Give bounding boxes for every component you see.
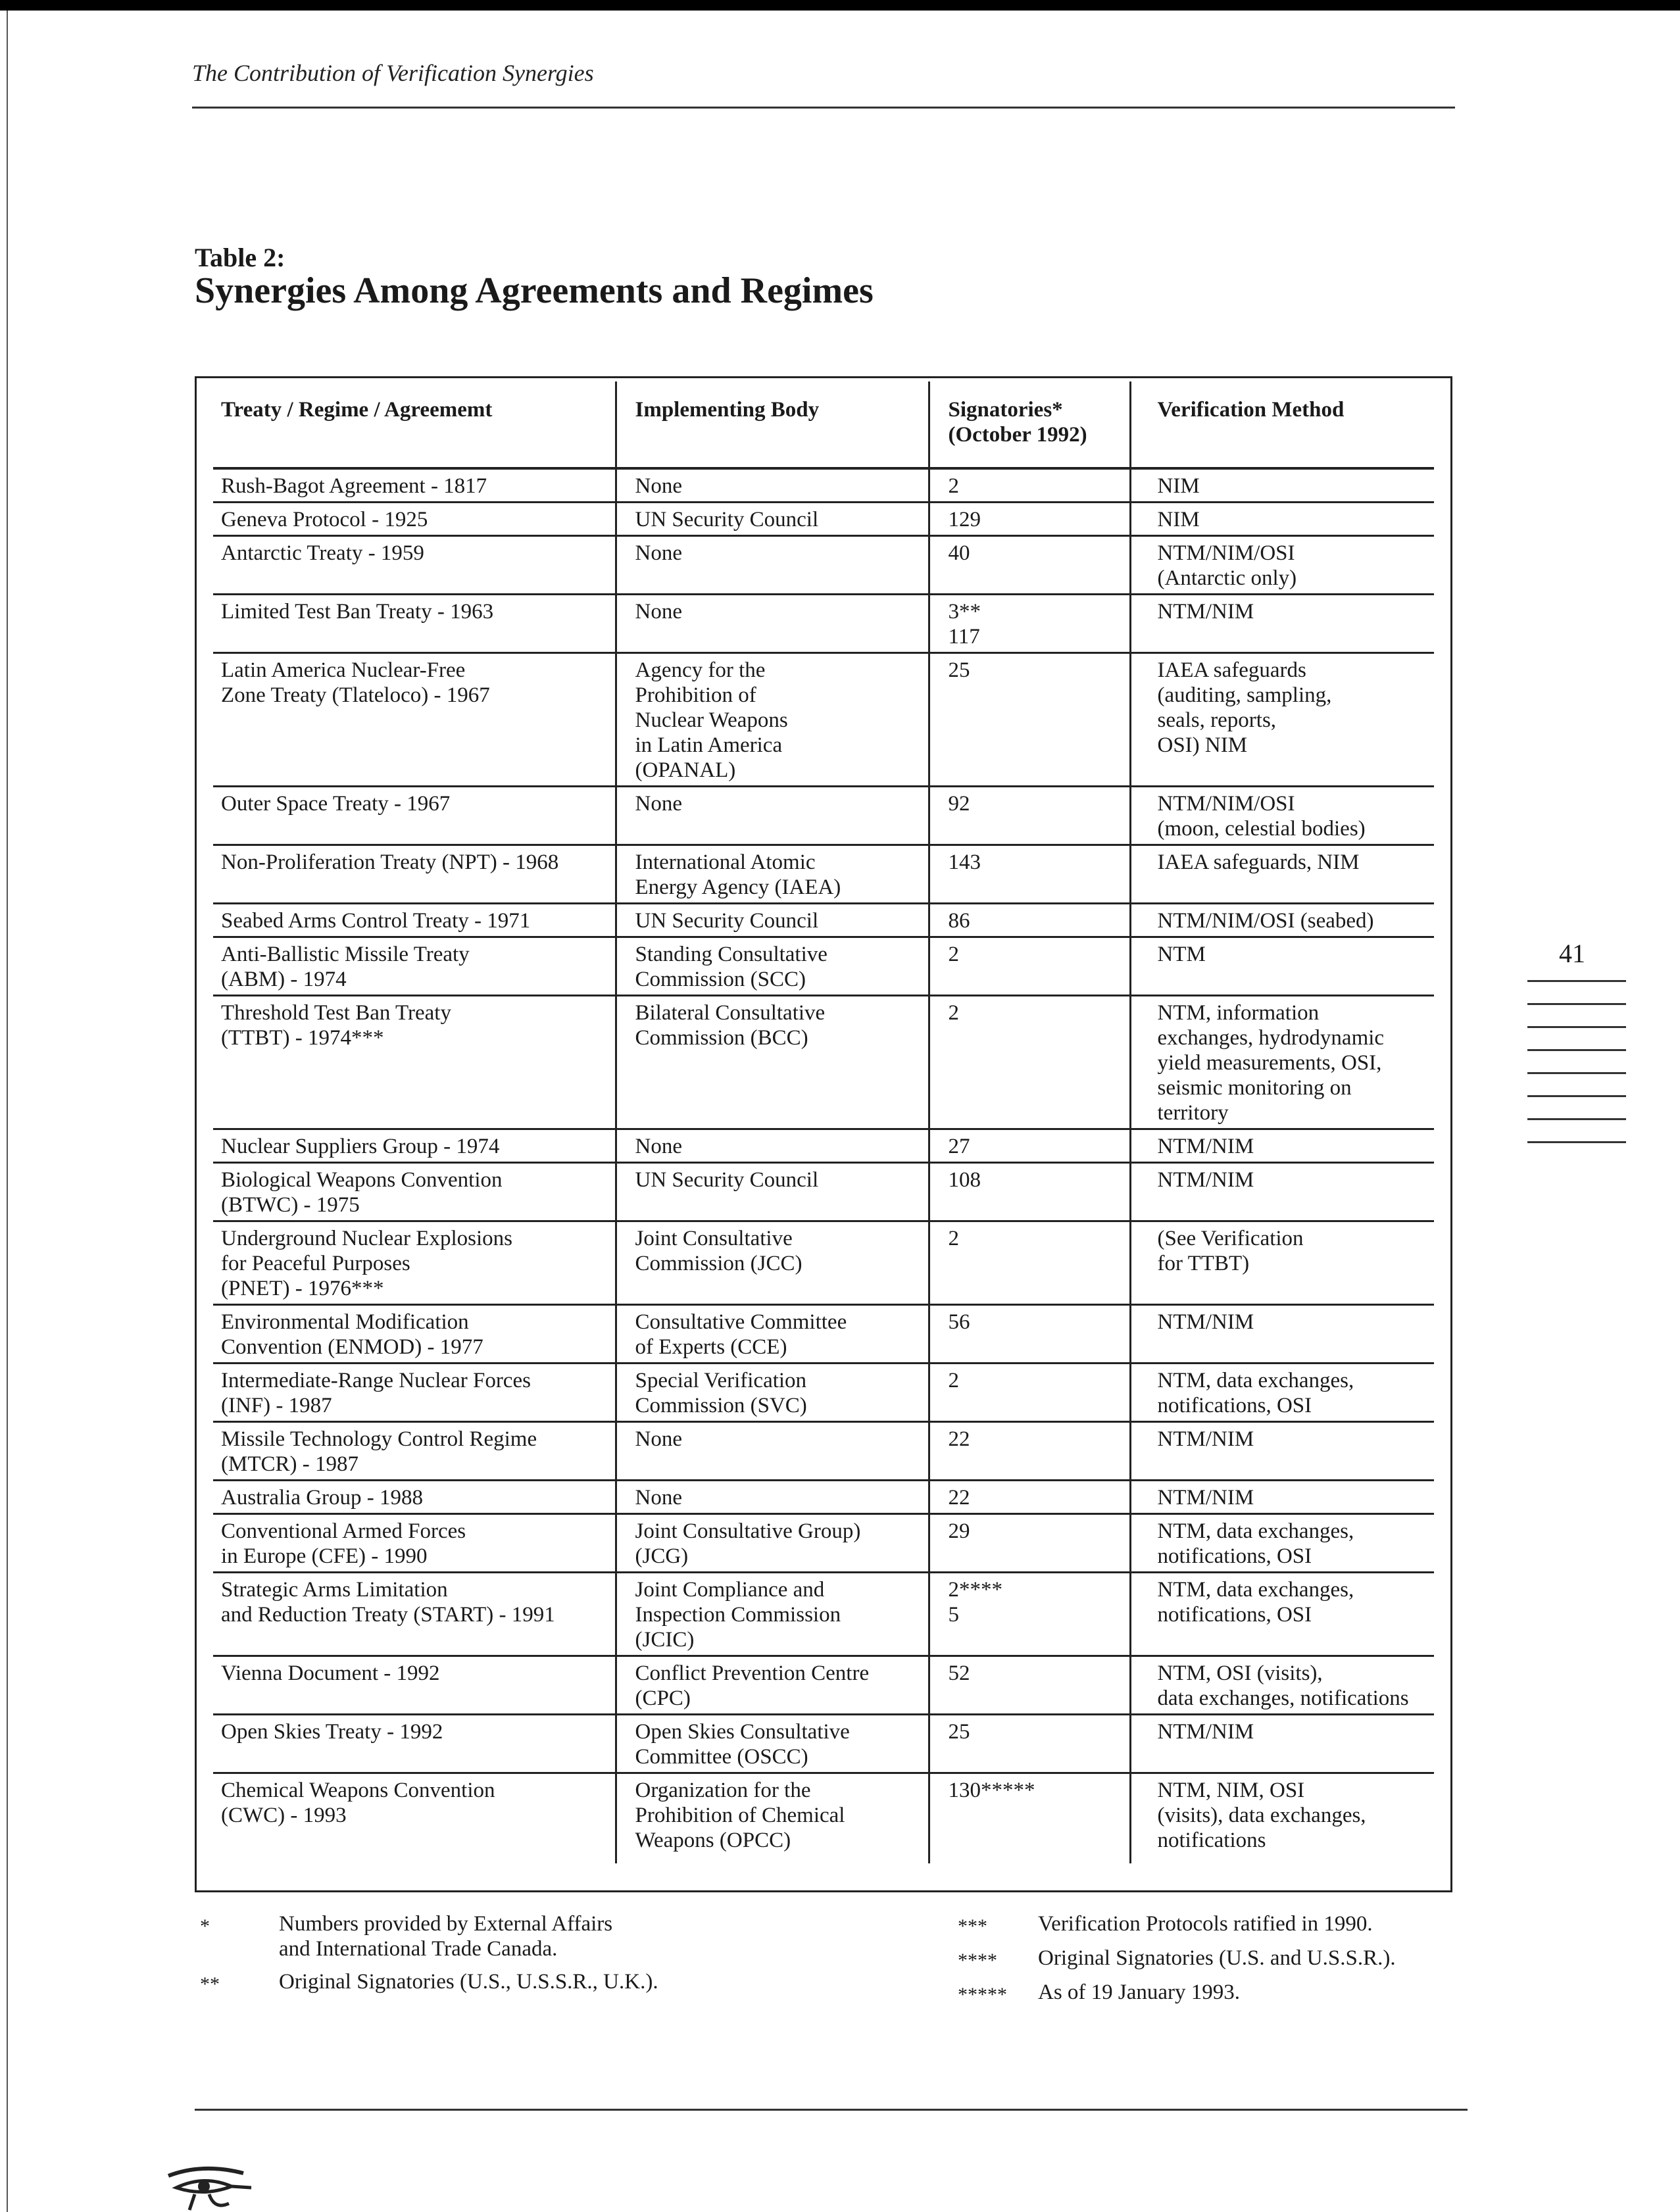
signatories-cell: 52 <box>929 1656 1130 1715</box>
implementing-body-cell: Special Verification Commission (SVC) <box>616 1364 929 1422</box>
verification-method-cell: IAEA safeguards (auditing, sampling, seals, reports, OSI) NIM <box>1130 653 1434 787</box>
footnote-text: Numbers provided by External Affairs and International Trade Canada. <box>279 1912 613 1961</box>
header-rule <box>192 107 1455 109</box>
verification-method-cell: NTM, OSI (visits), data exchanges, notifications <box>1130 1656 1434 1715</box>
table-row <box>213 536 1434 595</box>
signatories-cell: 92 <box>929 787 1130 845</box>
treaty-cell: Chemical Weapons Convention (CWC) - 1993 <box>221 1779 495 1827</box>
treaty-cell: Australia Group - 1988 <box>213 1481 616 1514</box>
table-row <box>213 845 1434 904</box>
table-row <box>213 1573 1434 1656</box>
footnote-marker: *** <box>958 1915 987 1937</box>
table-row <box>213 1163 1434 1221</box>
implementing-body-cell: None <box>616 536 929 595</box>
signatories-cell: 108 <box>929 1163 1130 1221</box>
implementing-body-cell: Conflict Prevention Centre (CPC) <box>616 1656 929 1715</box>
signatories-cell: 86 <box>929 904 1130 937</box>
signatories-cell: 2 <box>929 1221 1130 1305</box>
verification-method-cell: IAEA safeguards, NIM <box>1130 845 1434 904</box>
treaty-cell: Open Skies Treaty - 1992 <box>213 1715 616 1773</box>
footnote-marker: ***** <box>958 1984 1007 2005</box>
verification-method-cell: NTM/NIM <box>1130 1715 1434 1773</box>
verification-method-cell: NTM, data exchanges, notifications, OSI <box>1130 1514 1434 1573</box>
verification-method-cell: NTM/NIM/OSI (Antarctic only) <box>1130 536 1434 595</box>
implementing-body-cell: None <box>616 1422 929 1481</box>
implementing-body-cell: Standing Consultative Commission (SCC) <box>616 937 929 996</box>
treaty-cell: Nuclear Suppliers Group - 1974 <box>213 1129 616 1163</box>
footer-rule <box>195 2109 1468 2111</box>
implementing-body-cell: UN Security Council <box>616 1163 929 1221</box>
treaty-cell: Threshold Test Ban Treaty (TTBT) - 1974*** <box>213 996 616 1129</box>
implementing-body-cell: None <box>616 1129 929 1163</box>
footnote-marker: **** <box>958 1950 997 1971</box>
treaty-cell: Non-Proliferation Treaty (NPT) - 1968 <box>213 845 616 904</box>
signatories-cell: 2 <box>929 1364 1130 1422</box>
table-row <box>213 468 1434 503</box>
implementing-body-cell: Joint Consultative Group) (JCG) <box>616 1514 929 1573</box>
column-header: Treaty / Regime / Agreememt <box>213 381 616 468</box>
implementing-body-cell: UN Security Council <box>616 904 929 937</box>
table-row <box>213 937 1434 996</box>
table-row <box>213 1656 1434 1715</box>
treaty-cell: Seabed Arms Control Treaty - 1971 <box>213 904 616 937</box>
treaty-cell: Intermediate-Range Nuclear Forces (INF) - 1987 <box>213 1364 616 1422</box>
table-row <box>213 996 1434 1129</box>
treaty-cell: Vienna Document - 1992 <box>213 1656 616 1715</box>
signatories-cell: 2 <box>929 996 1130 1129</box>
treaty-cell: Conventional Armed Forces in Europe (CFE) - 1990 <box>213 1514 616 1573</box>
verification-method-cell: NIM <box>1130 468 1434 503</box>
implementing-body-cell: UN Security Council <box>616 503 929 536</box>
footnote-text: Original Signatories (U.S., U.S.S.R., U.K.). <box>279 1970 658 1994</box>
signatories-cell: 56 <box>929 1305 1130 1364</box>
treaty-cell: Biological Weapons Convention (BTWC) - 1975 <box>213 1163 616 1221</box>
verification-method-cell: NTM/NIM/OSI (moon, celestial bodies) <box>1130 787 1434 845</box>
verification-method-cell: NTM, NIM, OSI (visits), data exchanges, notifications <box>1130 1773 1434 1864</box>
scan-left-edge <box>7 11 8 2212</box>
margin-decorative-rules <box>1527 980 1626 1164</box>
signatories-cell: 3** 117 <box>929 595 1130 653</box>
running-title: The Contribution of Verification Synergies <box>192 60 594 86</box>
implementing-body-cell: Organization for the Prohibition of Chemical Weapons (OPCC) <box>616 1773 929 1864</box>
agreements-table <box>213 381 1434 1863</box>
treaty-cell: Environmental Modification Convention (ENMOD) - 1977 <box>213 1305 616 1364</box>
footnote-text: As of 19 January 1993. <box>1038 1980 1241 2004</box>
signatories-cell: 130***** <box>929 1773 1130 1864</box>
verification-method-cell: NTM, data exchanges, notifications, OSI <box>1130 1573 1434 1656</box>
treaty-cell: Geneva Protocol - 1925 <box>213 503 616 536</box>
table-row <box>213 1364 1434 1422</box>
table-label: Table 2: <box>195 243 285 272</box>
implementing-body-cell: None <box>616 787 929 845</box>
treaty-cell: Antarctic Treaty - 1959 <box>213 536 616 595</box>
verification-method-cell: (See Verification for TTBT) <box>1130 1221 1434 1305</box>
signatories-cell: 22 <box>929 1422 1130 1481</box>
table-row <box>213 1715 1434 1773</box>
footnote-text: Original Signatories (U.S. and U.S.S.R.). <box>1038 1946 1396 1970</box>
scan-top-border <box>0 0 1680 11</box>
verification-method-cell: NTM/NIM <box>1130 1481 1434 1514</box>
verification-method-cell: NTM/NIM <box>1130 595 1434 653</box>
implementing-body-cell: Agency for the Prohibition of Nuclear Weapons in Latin America (OPANAL) <box>616 653 929 787</box>
verification-method-cell: NTM, data exchanges, notifications, OSI <box>1130 1364 1434 1422</box>
treaty-cell: Underground Nuclear Explosions for Peaceful Purposes (PNET) - 1976*** <box>213 1221 616 1305</box>
implementing-body-cell: Consultative Committee of Experts (CCE) <box>616 1305 929 1364</box>
signatories-cell: 25 <box>929 1715 1130 1773</box>
table-row <box>213 595 1434 653</box>
signatories-cell: 2 <box>929 468 1130 503</box>
signatories-cell: 27 <box>929 1129 1130 1163</box>
signatories-cell: 2**** 5 <box>929 1573 1130 1656</box>
eye-of-horus-icon <box>163 2164 255 2211</box>
table-title: Synergies Among Agreements and Regimes <box>195 270 874 311</box>
treaty-cell: Strategic Arms Limitation and Reduction Treaty (START) - 1991 <box>213 1573 616 1656</box>
table-row <box>213 503 1434 536</box>
column-header: Verification Method <box>1130 381 1434 468</box>
verification-method-cell: NTM <box>1130 937 1434 996</box>
implementing-body-cell: International Atomic Energy Agency (IAEA) <box>616 845 929 904</box>
signatories-cell: 40 <box>929 536 1130 595</box>
table-header-row <box>213 381 1434 468</box>
column-header: Implementing Body <box>616 381 929 468</box>
treaty-cell: Limited Test Ban Treaty - 1963 <box>213 595 616 653</box>
signatories-cell: 143 <box>929 845 1130 904</box>
column-header: Signatories* (October 1992) <box>929 381 1130 468</box>
table-row <box>213 1514 1434 1573</box>
table-row <box>213 1422 1434 1481</box>
signatories-cell: 22 <box>929 1481 1130 1514</box>
table-row <box>213 1773 1434 1864</box>
verification-method-cell: NTM/NIM <box>1130 1422 1434 1481</box>
verification-method-cell: NTM/NIM <box>1130 1129 1434 1163</box>
signatories-cell: 29 <box>929 1514 1130 1573</box>
verification-method-cell: NIM <box>1130 503 1434 536</box>
implementing-body-cell: None <box>616 595 929 653</box>
table-row <box>213 1481 1434 1514</box>
treaty-cell: Anti-Ballistic Missile Treaty (ABM) - 1974 <box>213 937 616 996</box>
signatories-cell: 25 <box>929 653 1130 787</box>
implementing-body-cell: Joint Consultative Commission (JCC) <box>616 1221 929 1305</box>
verification-method-cell: NTM/NIM/OSI (seabed) <box>1130 904 1434 937</box>
implementing-body-cell: Open Skies Consultative Committee (OSCC) <box>616 1715 929 1773</box>
treaty-cell: Latin America Nuclear-Free Zone Treaty (Tlateloco) - 1967 <box>213 653 616 787</box>
verification-method-cell: NTM/NIM <box>1130 1305 1434 1364</box>
treaty-cell: Missile Technology Control Regime (MTCR) - 1987 <box>213 1422 616 1481</box>
footnote-text: Verification Protocols ratified in 1990. <box>1038 1912 1373 1936</box>
table-body <box>213 468 1434 1863</box>
verification-method-cell: NTM/NIM <box>1130 1163 1434 1221</box>
table-row <box>213 787 1434 845</box>
implementing-body-cell: Joint Compliance and Inspection Commission (JCIC) <box>616 1573 929 1656</box>
signatories-cell: 129 <box>929 503 1130 536</box>
signatories-cell: 2 <box>929 937 1130 996</box>
table-row <box>213 1305 1434 1364</box>
implementing-body-cell: Bilateral Consultative Commission (BCC) <box>616 996 929 1129</box>
verification-method-cell: NTM, information exchanges, hydrodynamic yield measurements, OSI, seismic monitoring on territory <box>1130 996 1434 1129</box>
table-row <box>213 1129 1434 1163</box>
implementing-body-cell: None <box>616 468 929 503</box>
table-row <box>213 1221 1434 1305</box>
treaty-cell: Rush-Bagot Agreement - 1817 <box>213 468 616 503</box>
implementing-body-cell: None <box>616 1481 929 1514</box>
footnote-marker: * <box>200 1915 210 1937</box>
table-row <box>213 653 1434 787</box>
page-number: 41 <box>1559 939 1585 968</box>
footnote-marker: ** <box>200 1973 220 1995</box>
treaty-cell: Outer Space Treaty - 1967 <box>213 787 616 845</box>
table-row <box>213 904 1434 937</box>
